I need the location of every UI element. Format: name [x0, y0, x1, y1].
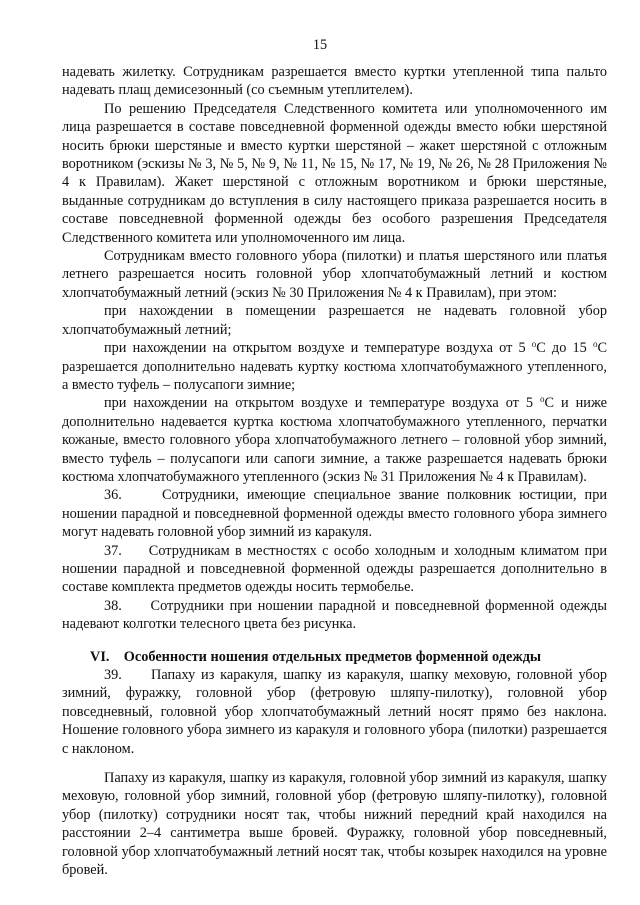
section-heading: VI. Особенности ношения отдельных предметов форменной одежды — [90, 648, 542, 665]
paragraph-37: 37. Сотрудникам в местностях с особо холодным и холодным климатом при ношении парадной и повседневной форменной одежды разрешается дополнительно в составе комплекта предметов одежды носить термобелье. — [62, 542, 607, 596]
paragraph-summer-cotton: Сотрудникам вместо головного убора (пилотки) и платья шерстяного или платья летнего разрешается носить головной убор хлопчатобумажный летний и костюм хлопчатобумажный летний (эскиз № 30 Приложения № 4 к Правилам), при этом: — [62, 248, 607, 301]
paragraph-chairman-decision: По решению Председателя Следственного комитета или уполномоченного им лица разрешается в составе повседневной форменной одежды вместо юбки шерстяной носить брюки шерстяные и вместо куртки шерстяной – жакет шерстяной с отложным воротником (эскизы № 3, № 5, № 9, № 11, № 15, № 17, № 19, № 26, № 28 Приложения № 4 к Правилам). Жакет шерстяной с отложным воротником и брюки шерстяные, выданные сотрудникам до вступления в силу настоящего приказа разрешается носить в составе повседневной форменной одежды без особого разрешения Председателя Следственного комитета или уполномоченного им лица. — [62, 100, 607, 246]
paragraph-continuation: надевать жилетку. Сотрудникам разрешается вместо куртки утепленной типа пальто надевать плащ демисезонный (со съемным утеплителем). — [62, 64, 607, 99]
document-body — [62, 63, 607, 879]
paragraph-temp-5-15: при нахождении на открытом воздухе и температуре воздуха от 5 $^о$С до 15 $^о$С разрешается дополнительно надевать куртку костюма хлопчатобумажного утепленного, а вместо туфель – полусапоги зимние; — [62, 339, 607, 393]
paragraph-38: 38. Сотрудники при ношении парадной и повседневной форменной одежды надевают колготки телесного цвета без рисунка. — [62, 597, 607, 633]
paragraph-headwear-position: Папаху из каракуля, шапку из каракуля, головной убор зимний из каракуля, шапку меховую, головной убор зимний, головной убор (фетровую шляпу-пилотку), головной убор (пилотку) сотрудники носят так, чтобы нижний передний край находился на расстоянии 2–4 сантиметра выше бровей. Фуражку, головной убор повседневный, головной убор хлопчатобумажный летний носят так, чтобы козырек находился на уровне бровей. — [62, 770, 607, 879]
paragraph-indoors: при нахождении в помещении разрешается не надевать головной убор хлопчатобумажный летний; — [62, 303, 607, 338]
paragraph-36: 36. Сотрудники, имеющие специальное звание полковник юстиции, при ношении парадной и повседневной форменной одежды вместо головного убора зимнего могут надевать головной убор зимний из каракуля. — [62, 487, 607, 541]
paragraph-temp-below-5: при нахождении на открытом воздухе и температуре воздуха от 5 $^о$С и ниже дополнительно надевается куртка костюма хлопчатобумажного утепленного, перчатки кожаные, вместо головного убора хлопчатобумажного летнего – головной убор зимний, вместо туфель – полусапоги или сапоги зимние, а также разрешается надевать брюки костюма хлопчатобумажного утепленного (эскиз № 31 Приложения № 4 к Правилам). — [62, 394, 607, 485]
paragraph-39: 39. Папаху из каракуля, шапку из каракуля, шапку меховую, головной убор зимний, фуражку, головной убор (фетровую шляпу-пилотку), головной убор повседневный, головной убор хлопчатобумажный летний носят прямо без наклона. Ношение головного убора зимнего из каракуля и головного убора (пилотки) разрешается с наклоном. — [62, 667, 607, 757]
page-number: 15 — [312, 37, 328, 53]
